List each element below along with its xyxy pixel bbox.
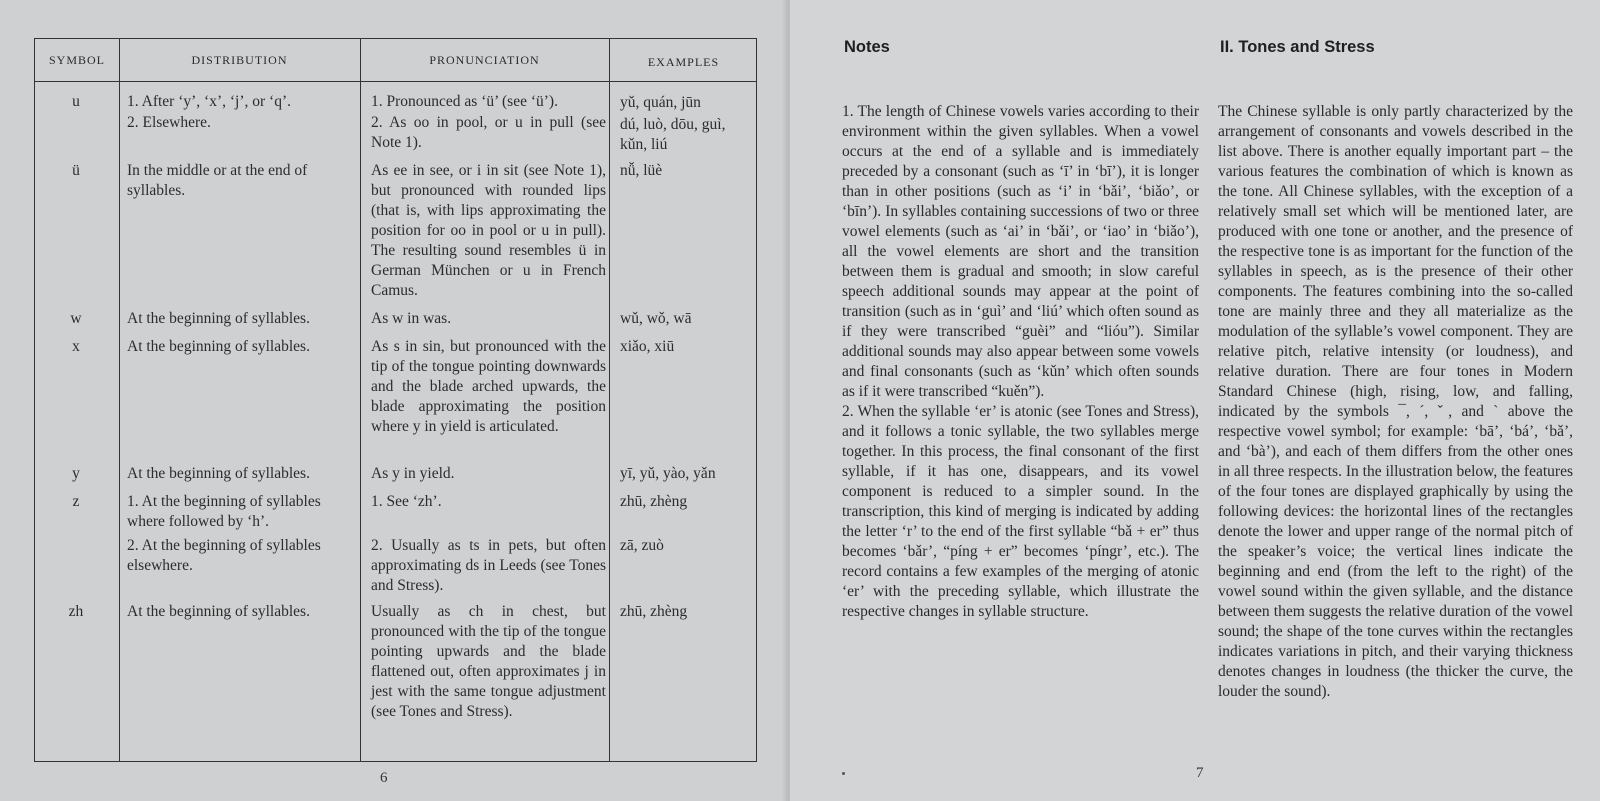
pron-y: As y in yield. bbox=[371, 465, 455, 482]
header-distribution: DISTRIBUTION bbox=[191, 53, 288, 67]
dist-z-1: 1. At the beginning of syllables where followed by ‘h’. bbox=[127, 493, 321, 530]
tones-column bbox=[1218, 102, 1573, 702]
ex-z-1: zhū, zhèng bbox=[620, 493, 688, 510]
tones-paragraph: The Chinese syllable is only partly characterized by the arrangement of consonants and vowels described in the list above. There is another equally important part – the various features the combination of which is known as the tone. All Chinese syllables, with the exception of a relatively small set which will be mentioned later, are produced with one tone or another, and the presence of the respective tone is as important for the function of the syllables in speech, as is the presence of their other components. The features combining into the so-called tone are mainly three and they all materialize as the modulation of the syllable’s vowel component. They are relative pitch, relative intensity (or loudness), and relative duration. There are four tones in Modern Standard Chinese (high, rising, low, and falling, indicated by the symbols ¯, ´, ˇ, and ` above the respective vowel symbol; for example: ‘bā’, ‘bá’, ‘bǎ’, and ‘bà’), and each of them differs from the other ones in all three respects. In the illustration below, the features of the four tones are displayed graphically by using the following devices: the horizontal lines of the rectangles denote the lower and upper range of the normal pitch of the speaker’s voice; the vertical lines indicate the beginning and end (from the left to the right) of the vowel sound within the given syllable, and the distance between them suggests the relative duration of the vowel sound; the shape of the tone curves within the rectangles indicates variations in pitch, and their varying thickness denotes changes in loudness (the thicker the curve, the louder the sound). bbox=[1218, 103, 1573, 700]
page-number-right: 7 bbox=[1196, 765, 1204, 781]
left-page bbox=[0, 0, 790, 801]
symbol-w: w bbox=[70, 310, 82, 327]
header-symbol: SYMBOL bbox=[48, 53, 105, 67]
dist-u-2: 2. Elsewhere. bbox=[127, 114, 211, 131]
ex-zh: zhū, zhèng bbox=[620, 603, 688, 620]
dist-u-umlaut: In the middle or at the end of syllables. bbox=[127, 162, 308, 199]
ex-w: wǔ, wǒ, wā bbox=[620, 310, 692, 327]
page-mark bbox=[842, 772, 845, 775]
ex-u-1: yǔ, quán, jūn bbox=[620, 94, 701, 111]
note-1: 1. The length of Chinese vowels varies according to their environment within the given syllables. When a vowel occurs at the end of a syllable and is immediately preceded by a consonant (such as ‘ī’ in ‘bī’), it is longer than in other positions (such as ‘i’ in ‘bǎi’, ‘biǎo’, or ‘bīn’). In syllables containing successions of two or three vowel elements (such as ‘ai’ in ‘bǎi’, or ‘iao’ in ‘biǎo’), all the vowel elements are short and the transition between them is gradual and smooth; in slow careful speech additional sounds may appear at the point of transition (such as in ‘guì’ and ‘liú’ which often sound as if they were transcribed “guèi” and “lióu”). Similar additional sounds may also appear between some vowels and final consonants (such as ‘kǔn’ which often sounds as if it were transcribed “kuěn”). bbox=[842, 103, 1199, 400]
symbol-zh: zh bbox=[68, 603, 84, 620]
dist-x: At the beginning of syllables. bbox=[127, 338, 310, 355]
dist-w: At the beginning of syllables. bbox=[127, 310, 310, 327]
dist-u-1: 1. After ‘y’, ‘x’, ‘j’, or ‘q’. bbox=[127, 93, 291, 110]
ex-y: yī, yǔ, yào, yǎn bbox=[620, 465, 716, 482]
pron-u-1: 1. Pronounced as ‘ü’ (see ‘ü’). bbox=[371, 93, 558, 110]
notes-heading: Notes bbox=[844, 38, 890, 56]
ex-u-2: dú, luò, dōu, guì, kǔn, liú bbox=[620, 116, 726, 153]
right-page bbox=[790, 0, 1600, 801]
pron-z-1: 1. See ‘zh’. bbox=[371, 493, 442, 510]
pron-u-umlaut: As ee in see, or i in sit (see Note 1), but pronounced with rounded lips (that is, with lips approximating the position for oo in pool or u in pull). The resulting sound resembles ü in German München or u in French Camus. bbox=[371, 162, 606, 299]
tones-heading: II. Tones and Stress bbox=[1220, 38, 1375, 56]
dist-zh: At the beginning of syllables. bbox=[127, 603, 310, 620]
pron-w: As w in was. bbox=[371, 310, 452, 327]
ex-z-2: zā, zuò bbox=[620, 537, 664, 554]
pron-z-2: 2. Usually as ts in pets, but often approximating ds in Leeds (see Tones and Stress). bbox=[371, 537, 606, 594]
ex-x: xiǎo, xiū bbox=[620, 338, 675, 355]
header-pronunciation: PRONUNCIATION bbox=[429, 53, 540, 67]
dist-z-2: 2. At the beginning of syllables elsewhere. bbox=[127, 537, 321, 574]
symbol-u: u bbox=[72, 93, 80, 110]
note-2: 2. When the syllable ‘er’ is atonic (see Tones and Stress), and it follows a tonic syllable, the two syllables merge together. In this process, the final consonant of the first syllable, if it has one, disappears, and its vowel component is reduced to a simpler sound. In the transcription, this kind of merging is indicated by adding the letter ‘r’ to the end of the first syllable “bǎ + er” thus becomes ‘bǎr’, “píng + er” becomes ‘píngr’, etc.). The record contains a few examples of the merging of atonic ‘er’ with the preceding syllable, which illustrate the respective changes in syllable structure. bbox=[842, 403, 1199, 620]
pronunciation-table bbox=[34, 38, 757, 762]
pron-u-2: 2. As oo in pool, or u in pull (see Note 1). bbox=[371, 114, 606, 151]
header-examples: EXAMPLES bbox=[647, 55, 720, 69]
symbol-x: x bbox=[72, 338, 80, 355]
page-number-left: 6 bbox=[380, 770, 388, 786]
symbol-u-umlaut: ü bbox=[72, 162, 80, 179]
symbol-y: y bbox=[72, 465, 80, 482]
pron-zh: Usually as ch in chest, but pronounced with the tip of the tongue pointing upwards and the blade flattened out, often approximates j in jest with the same tongue adjustment (see Tones and Stress). bbox=[371, 603, 606, 720]
notes-column bbox=[842, 102, 1199, 622]
pron-x: As s in sin, but pronounced with the tip of the tongue pointing downwards and the blade arched upwards, the blade approximating the position where y in yield is articulated. bbox=[371, 338, 606, 435]
symbol-z: z bbox=[72, 493, 80, 510]
ex-u-umlaut: nǚ, lüè bbox=[620, 162, 663, 179]
dist-y: At the beginning of syllables. bbox=[127, 465, 310, 482]
